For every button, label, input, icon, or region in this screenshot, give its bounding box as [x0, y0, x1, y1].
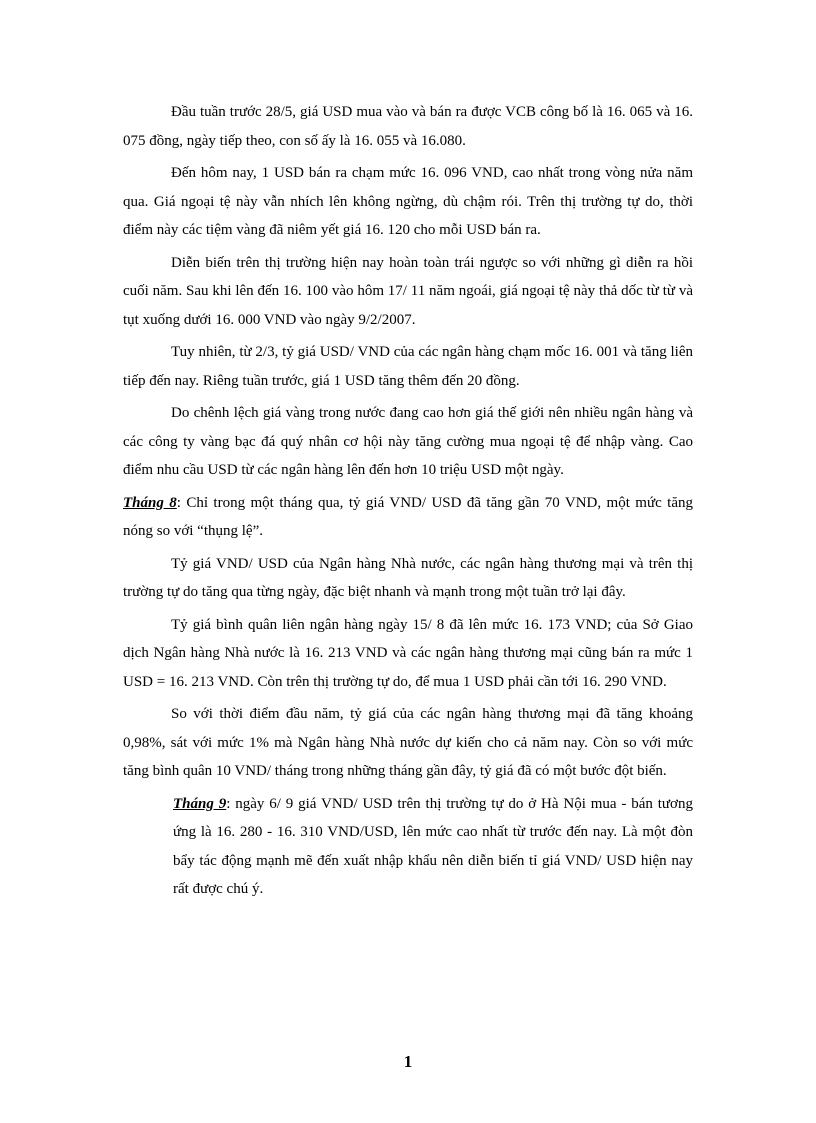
paragraph-3: Diễn biến trên thị trường hiện nay hoàn toàn trái ngược so với những gì diễn ra hồi cuối năm. Sau khi lên đến 16. 100 vào hôm 17/ 11 năm ngoái, giá ngoại tệ này thả dốc từ từ và tụt xuống dưới 16. 000 VND vào ngày 9/2/2007.	[123, 254, 693, 328]
paragraph-6-text: : Chỉ trong một tháng qua, tỷ giá VND/ USD đã tăng gần 70 VND, một mức tăng nóng so với “thụng lệ”.	[123, 494, 693, 539]
paragraph-10-text: : ngày 6/ 9 giá VND/ USD trên thị trường tự do ở Hà Nội mua - bán tương ứng là 16. 280 - 16. 310 VND/USD, lên mức cao nhất từ trước đến nay. Là một đòn bẩy tác động mạnh mẽ đến xuất nhập khẩu nên diễn biến tỉ giá VND/ USD hiện nay rất được chú ý.	[173, 795, 693, 897]
paragraph-1: Đầu tuần trước 28/5, giá USD mua vào và bán ra được VCB công bố là 16. 065 và 16. 075 đồng, ngày tiếp theo, con số ấy là 16. 055 và 16.080.	[123, 104, 693, 149]
month-9-label: Tháng 9	[173, 795, 227, 812]
paragraph-7: Tỷ giá VND/ USD của Ngân hàng Nhà nước, các ngân hàng thương mại và trên thị trường tự do tăng qua từng ngày, đặc biệt nhanh và mạnh trong một tuần trở lại đây.	[123, 555, 693, 600]
paragraph-4: Tuy nhiên, từ 2/3, tỷ giá USD/ VND của các ngân hàng chạm mốc 16. 001 và tăng liên tiếp đến nay. Riêng tuần trước, giá 1 USD tăng thêm đến 20 đồng.	[123, 344, 693, 389]
paragraph-5: Do chênh lệch giá vàng trong nước đang cao hơn giá thế giới nên nhiều ngân hàng và các công ty vàng bạc đá quý nhân cơ hội này tăng cường mua ngoại tệ để nhập vàng. Cao điểm nhu cầu USD từ các ngân hàng lên đến hơn 10 triệu USD một ngày.	[123, 405, 693, 478]
document-body	[123, 98, 693, 908]
paragraph-6	[123, 489, 693, 546]
paragraph-2: Đến hôm nay, 1 USD bán ra chạm mức 16. 096 VND, cao nhất trong vòng nửa năm qua. Giá ngoại tệ này vẫn nhích lên không ngừng, dù chậm rói. Trên thị trường tự do, thời điểm này các tiệm vàng đã niêm yết giá 16. 120 cho mỗi USD bán ra.	[123, 165, 693, 238]
page-number: 1	[403, 1052, 413, 1071]
paragraph-10	[123, 790, 693, 904]
paragraph-8: Tỷ giá bình quân liên ngân hàng ngày 15/ 8 đã lên mức 16. 173 VND; của Sở Giao dịch Ngân hàng Nhà nước là 16. 213 VND và các ngân hàng thương mại cũng bán ra mức 1 USD = 16. 213 VND. Còn trên thị trường tự do, để mua 1 USD phải cần tới 16. 290 VND.	[123, 616, 693, 690]
paragraph-9: So với thời điểm đầu năm, tỷ giá của các ngân hàng thương mại đã tăng khoảng 0,98%, sát với mức 1% mà Ngân hàng Nhà nước dự kiến cho cả năm nay. Còn so với mức tăng bình quân 10 VND/ tháng trong những tháng gần đây, tỷ giá đã có một bước đột biến.	[123, 706, 693, 779]
month-8-label: Tháng 8	[123, 494, 177, 511]
